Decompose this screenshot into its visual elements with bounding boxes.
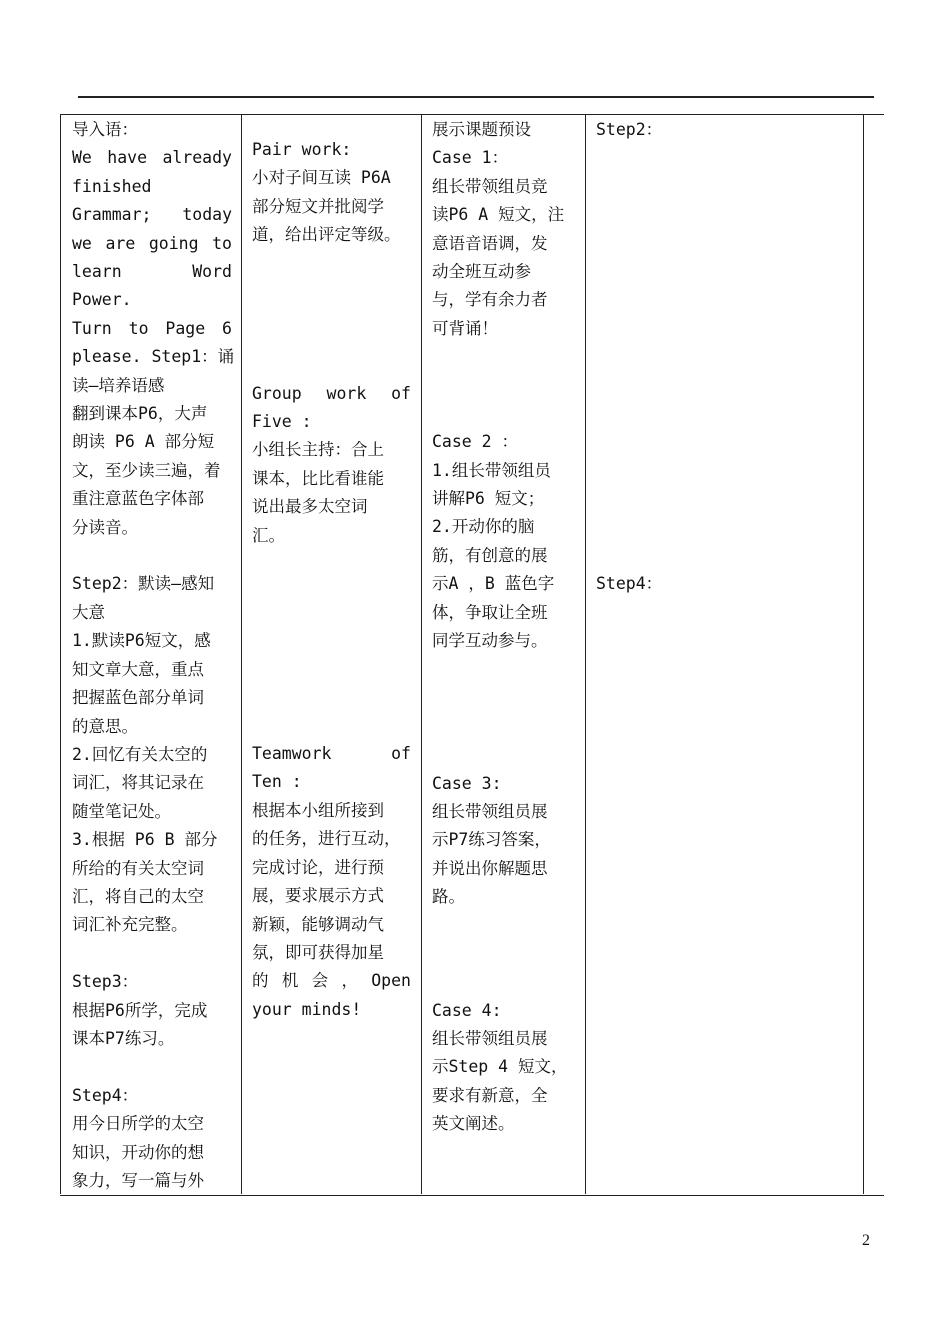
text-line: your minds! xyxy=(252,999,362,1019)
text-line: 1.默读P6短文，感 xyxy=(72,631,211,651)
text-line: Step3： xyxy=(72,972,139,992)
text-line: 象力，写一篇与外 xyxy=(72,1170,204,1190)
text-line: 并说出你解题思 xyxy=(432,858,548,878)
text-line: learn Word xyxy=(72,262,232,282)
text-line: Case 2 ： xyxy=(432,432,519,452)
text-line: 动全班互动参 xyxy=(432,262,531,282)
text-line: 2.开动你的脑 xyxy=(432,517,535,537)
text-line: 读—培养语感 xyxy=(72,375,165,395)
text-line: 组长带领组员竞 xyxy=(432,176,548,196)
text-line: Turn to Page 6 xyxy=(72,318,232,338)
text-line: 分读音。 xyxy=(72,517,138,537)
header-rule xyxy=(78,96,874,98)
text-line: 课本P7练习。 xyxy=(72,1028,175,1048)
page-number: 2 xyxy=(862,1232,870,1249)
text-line: 把握蓝色部分单词 xyxy=(72,688,204,708)
cell-group-work xyxy=(252,116,411,1024)
text-line: Step4： xyxy=(72,1085,139,1105)
text-line: 所给的有关太空词 xyxy=(72,858,204,878)
text-line: 氛，即可获得加星 xyxy=(252,942,384,962)
text-line: 说出最多太空词 xyxy=(252,497,368,517)
text-line: 展，要求展示方式 xyxy=(252,886,384,906)
text-line: 完成讨论，进行预 xyxy=(252,857,384,877)
text-line: 意语音语调，发 xyxy=(432,233,548,253)
text-line: 要求有新意，全 xyxy=(432,1085,548,1105)
text-line: 朗读 P6 A 部分短 xyxy=(72,432,215,452)
text-line: 的任务，进行互动， xyxy=(252,829,401,849)
text-line: We have already xyxy=(72,148,232,168)
text-line: 3.根据 P6 B 部分 xyxy=(72,830,218,850)
text-line: Step2：默读—感知 xyxy=(72,574,215,594)
text-line: 知识，开动你的想 xyxy=(72,1142,204,1162)
text-line: 展示课题预设 xyxy=(432,120,531,139)
text-line: 体，争取让全班 xyxy=(432,602,548,622)
column-divider xyxy=(585,114,586,1194)
text-line: 筋，有创意的展 xyxy=(432,545,548,565)
text-line: Group work of xyxy=(252,383,411,403)
text-line: Five : xyxy=(252,412,312,432)
text-line: 用今日所学的太空 xyxy=(72,1114,204,1134)
cell-presentation-topics xyxy=(432,116,576,1139)
text-line: 词汇补充完整。 xyxy=(72,915,188,935)
text-line: 组长带领组员展 xyxy=(432,801,548,821)
text-line: 讲解P6 短文； xyxy=(432,489,545,509)
text-line: we are going to xyxy=(72,233,232,253)
cell-student-activities xyxy=(72,116,235,1195)
text-line: please. Step1：诵 xyxy=(72,347,235,367)
text-line: 的 机 会 ， Open xyxy=(252,971,411,991)
text-line: 小对子间互读 P6A xyxy=(252,168,391,188)
text-line: 根据P6所学，完成 xyxy=(72,1000,208,1020)
text-line: 知文章大意，重点 xyxy=(72,659,204,679)
text-line: Pair work: xyxy=(252,140,352,159)
column-divider xyxy=(863,114,864,1194)
text-line: 课本，比比看谁能 xyxy=(252,468,384,488)
table-border-left xyxy=(60,114,61,1194)
text-line: 示A ，B 蓝色字 xyxy=(432,574,555,594)
text-line: Case 4: xyxy=(432,1000,502,1020)
text-line: 1.组长带领组员 xyxy=(432,460,551,480)
text-line: 道，给出评定等级。 xyxy=(252,225,401,245)
text-line: 英文阐述。 xyxy=(432,1114,515,1134)
text-line: 翻到课本P6，大声 xyxy=(72,404,208,424)
text-line: 同学互动参与。 xyxy=(432,631,548,651)
text-line: 读P6 A 短文，注 xyxy=(432,205,565,225)
text-line: 路。 xyxy=(432,887,465,907)
column-divider xyxy=(241,114,242,1194)
text-line: Step4： xyxy=(596,574,663,594)
text-line: Ten : xyxy=(252,772,302,792)
text-line: 可背诵！ xyxy=(432,318,498,338)
text-line: Case 3: xyxy=(432,773,502,793)
column-divider xyxy=(421,114,422,1194)
text-line: 小组长主持：合上 xyxy=(252,440,384,460)
text-line: 部分短文并批阅学 xyxy=(252,196,384,216)
text-line: 文，至少读三遍，着 xyxy=(72,460,221,480)
text-line: 的意思。 xyxy=(72,716,138,736)
text-line: Case 1： xyxy=(432,148,509,168)
text-line: 随堂笔记处。 xyxy=(72,801,171,821)
text-line: Teamwork of xyxy=(252,744,411,764)
text-line: 示Step 4 短文， xyxy=(432,1057,568,1077)
text-line: 大意 xyxy=(72,602,105,622)
text-line: 重注意蓝色字体部 xyxy=(72,489,204,509)
text-line: Power. xyxy=(72,290,132,310)
text-line: 与，学有余力者 xyxy=(432,290,548,310)
text-line: 根据本小组所接到 xyxy=(252,800,384,820)
text-line: Step2： xyxy=(596,120,663,139)
text-line: 组长带领组员展 xyxy=(432,1028,548,1048)
text-line: finished xyxy=(72,176,152,196)
text-line: 汇。 xyxy=(252,525,285,545)
text-line: 词汇，将其记录在 xyxy=(72,773,204,793)
text-line: 导入语： xyxy=(72,120,138,139)
text-line: Grammar; today xyxy=(72,205,232,225)
cell-notes xyxy=(596,116,856,599)
text-line: 汇，将自己的太空 xyxy=(72,886,204,906)
text-line: 新颖，能够调动气 xyxy=(252,914,384,934)
text-line: 示P7练习答案， xyxy=(432,830,551,850)
text-line: 2.回忆有关太空的 xyxy=(72,744,208,764)
